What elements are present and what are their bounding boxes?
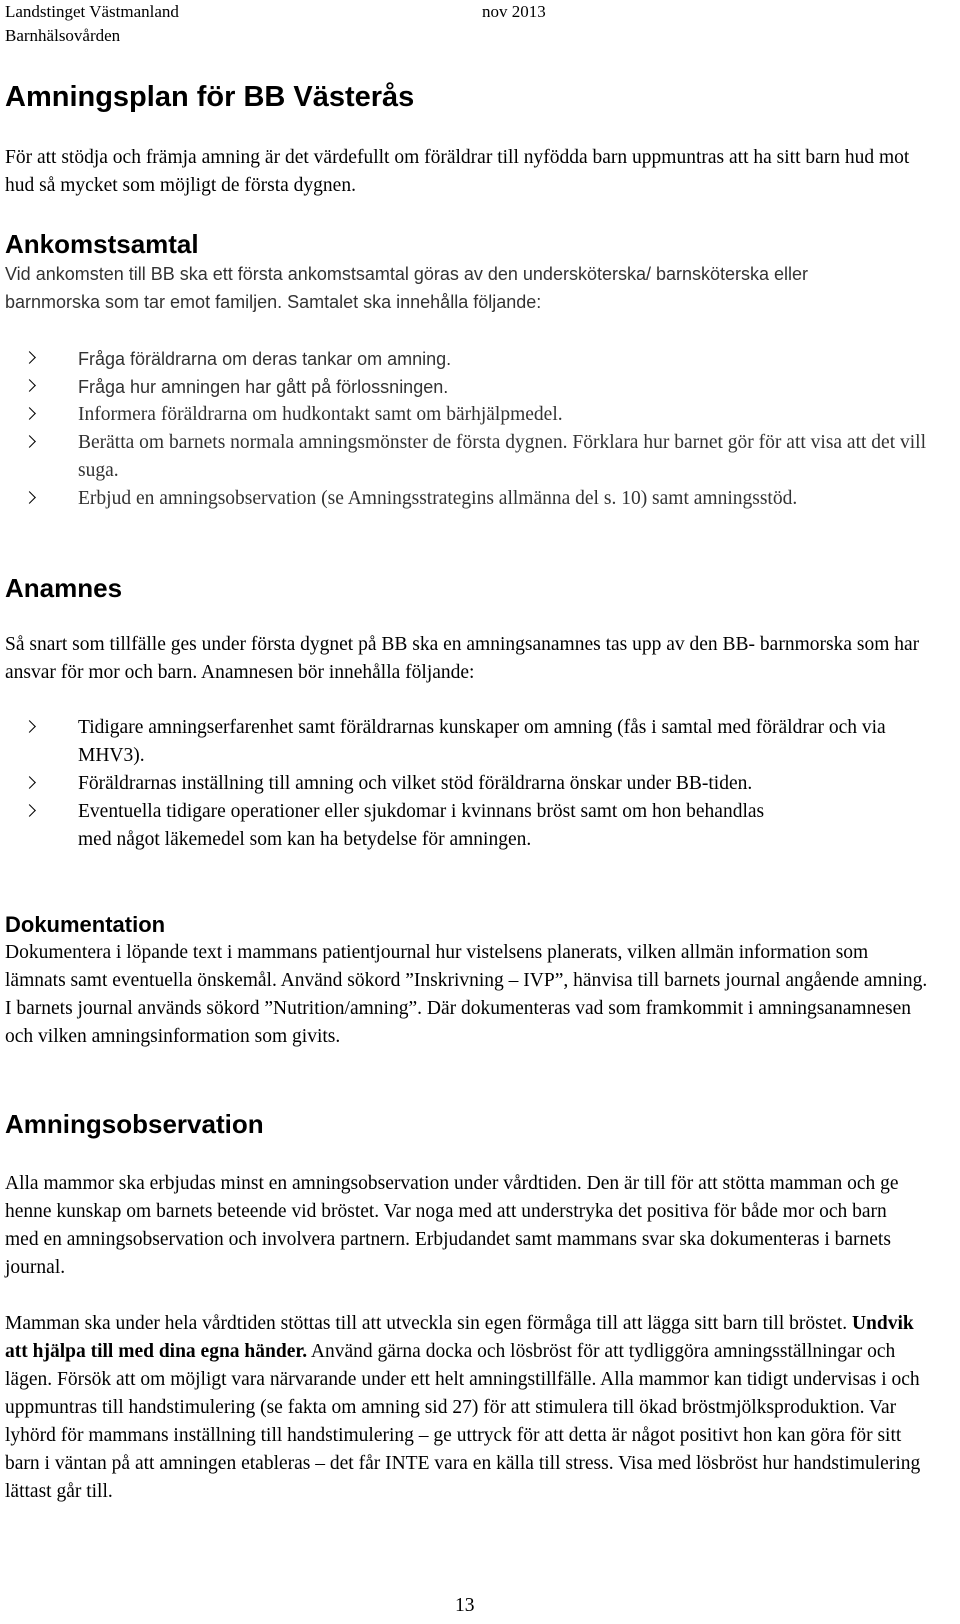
arrow-bullet-icon (23, 401, 39, 429)
anamnes-heading-block (5, 572, 940, 604)
intro-paragraph: För att stödja och främja amning är det värdefullt om föräldrar till nyfödda barn uppmuntras att ha sitt barn hud mot hud så mycket som möjligt de första dygnen. (5, 147, 910, 196)
arrow-bullet-icon (23, 485, 39, 513)
list-item: Fråga föräldrarna om deras tankar om amning. (5, 345, 930, 373)
ankomst-list-block (5, 345, 930, 513)
arrow-bullet-icon (23, 798, 39, 826)
anamnes-list-block (5, 714, 930, 854)
header-org-line2: Barnhälsovården (5, 26, 121, 45)
anamnes-text-block (5, 631, 930, 687)
ankomst-section (5, 228, 940, 316)
anamnes-list (5, 714, 930, 854)
arrow-bullet-icon (23, 770, 39, 798)
list-item: Informera föräldrarna om hudkontakt samt om bärhjälpmedel. (5, 401, 930, 429)
dokumentation-text: Dokumentera i löpande text i mammans patientjournal hur vistelsens planerats, vilken allmän information som lämnats samt eventuella önskemål. Använd sökord ”Inskrivning – IVP”, hänvisa till barnets journal angående amning. I barnets journal används sökord ”Nutrition/amning”. Där dokumenteras vad som framkommit i amningsanamnesen och vilken amningsinformation som givits. (5, 942, 928, 1047)
header-org (5, 0, 179, 48)
intro-block (5, 144, 930, 200)
observation-heading-block (5, 1108, 940, 1140)
list-item: Berätta om barnets normala amningsmönster de första dygnen. Förklara hur barnet gör för att visa att det vill suga. (5, 429, 930, 485)
anamnes-text: Så snart som tillfälle ges under första dygnet på BB ska en amningsanamnes tas upp av den BB- barnmorska som har ansvar för mor och barn. Anamnesen bör innehålla följande: (5, 634, 920, 683)
observation-para1-block (5, 1170, 920, 1282)
anamnes-heading: Anamnes (5, 573, 123, 603)
arrow-bullet-icon (23, 345, 39, 373)
ankomst-list (5, 345, 930, 513)
list-item: Tidigare amningserfarenhet samt föräldrarnas kunskaper om amning (fås i samtal med föräldrar och via MHV3). (5, 714, 930, 770)
list-item: Fråga hur amningen har gått på förlossningen. (5, 373, 930, 401)
page-number: 13 (455, 1595, 475, 1616)
observation-para2-block (5, 1310, 930, 1506)
observation-paragraph-1: Alla mammor ska erbjudas minst en amningsobservation under vårdtiden. Den är till för att stötta mamman och ge henne kunskap om barnets beteende vid bröstet. Var noga med att understryka det positiva för både mor och barn med en amningsobservation och involvera partnern. Erbjudandet samt mammans svar ska dokumenteras i barnets journal. (5, 1173, 899, 1278)
dokumentation-section (5, 911, 940, 1051)
header-org-line1: Landstinget Västmanland (5, 2, 179, 21)
bold-warning: Undvik att hjälpa till med dina egna händer. (5, 1313, 914, 1362)
dokumentation-heading: Dokumentation (5, 912, 166, 937)
arrow-bullet-icon (23, 714, 39, 742)
header-date: nov 2013 (482, 2, 546, 21)
observation-heading: Amningsobservation (5, 1109, 264, 1139)
observation-paragraph-2: Mamman ska under hela vårdtiden stöttas till att utveckla sin egen förmåga till att lägga sitt barn till bröstet. Undvik att hjälpa till med dina egna händer. Använd gärna docka och lösbröst för att tydliggöra amningsställningar och lägen. Försök att om möjligt vara närvarande under ett helt amningstillfälle. Alla mammor kan tidigt undervisas i och uppmuntras till handstimulering (se fakta om amning sid 27) för att stimulera till ökad bröstmjölksproduktion. Var lyhörd för mammans inställning till handstimulering – ge uttryck för att detta är något positivt hon kan göra för sitt barn i väntan på att amningen etableras – det får INTE vara en källa till stress. Visa med lösbröst hur handstimulering lättast går till. (5, 1313, 921, 1502)
arrow-bullet-icon (23, 429, 39, 457)
list-item: Eventuella tidigare operationer eller sjukdomar i kvinnans bröst samt om hon behandlas med något läkemedel som kan ha betydelse för amningen. (5, 798, 930, 854)
arrow-bullet-icon (23, 373, 39, 401)
ankomst-heading: Ankomstsamtal (5, 229, 199, 259)
list-item: Föräldrarnas inställning till amning och vilket stöd föräldrarna önskar under BB-tiden. (5, 770, 930, 798)
page-title: Amningsplan för BB Västerås (5, 81, 415, 113)
page-title-block (5, 79, 940, 115)
ankomst-text: Vid ankomsten till BB ska ett första ankomstsamtal göras av den undersköterska/ barnsköterska eller barnmorska som tar emot familjen. Samtalet ska innehålla följande: (5, 264, 809, 312)
list-item: Erbjud en amningsobservation (se Amningsstrategins allmänna del s. 10) samt amningsstöd. (5, 485, 930, 513)
